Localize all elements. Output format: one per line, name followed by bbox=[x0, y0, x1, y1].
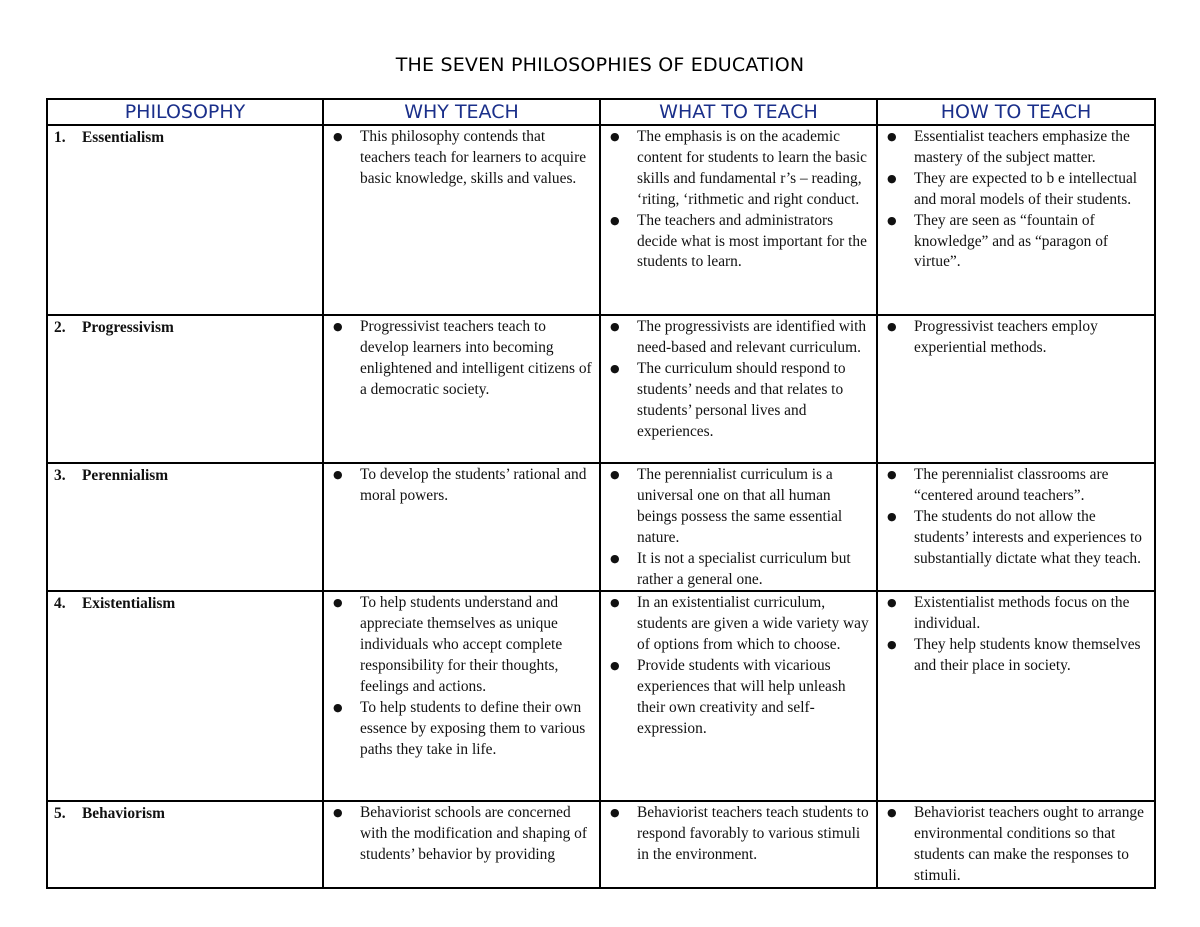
row-number: 2. bbox=[54, 319, 66, 336]
list-item: ● Behaviorist schools are concerned with the modification and shaping of students’ behavior by providing bbox=[324, 803, 595, 866]
philosophy-cell bbox=[47, 801, 323, 888]
philosophy-cell bbox=[47, 463, 323, 591]
list-item: ● Progressivist teachers employ experiential methods. bbox=[878, 317, 1150, 359]
what-to-teach-cell bbox=[600, 125, 877, 315]
how-to-teach-cell bbox=[877, 125, 1155, 315]
list-item: ● Behaviorist teachers teach students to respond favorably to various stimuli in the environment. bbox=[601, 803, 872, 866]
list-item: ● To help students to define their own essence by exposing them to various paths they take in life. bbox=[324, 698, 595, 761]
list-item: ● The curriculum should respond to students’ needs and that relates to students’ personal lives and experiences. bbox=[601, 359, 872, 443]
table-row bbox=[47, 591, 1155, 801]
what-to-teach-cell bbox=[600, 315, 877, 463]
list-item: ● They help students know themselves and their place in society. bbox=[878, 635, 1150, 677]
philosophy-name: Existentialism bbox=[82, 595, 176, 613]
what-to-teach-cell bbox=[600, 801, 877, 888]
list-item: ● This philosophy contends that teachers teach for learners to acquire basic knowledge, skills and values. bbox=[324, 127, 595, 190]
list-item: ● To help students understand and appreciate themselves as unique individuals who accept complete responsibility for their thoughts, feelings and actions. bbox=[324, 593, 595, 698]
list-item: ● Behaviorist teachers ought to arrange environmental conditions so that students can make the responses to stimuli. bbox=[878, 803, 1150, 887]
header-philosophy: PHILOSOPHY bbox=[47, 99, 323, 125]
header-what-to-teach: WHAT TO TEACH bbox=[600, 99, 877, 125]
row-number: 5. bbox=[54, 805, 66, 823]
philosophy-name: Progressivism bbox=[82, 319, 174, 336]
list-item: ● Essentialist teachers emphasize the mastery of the subject matter. bbox=[878, 127, 1150, 169]
header-why-teach: WHY TEACH bbox=[323, 99, 600, 125]
table-row bbox=[47, 315, 1155, 463]
philosophy-cell bbox=[47, 315, 323, 463]
philosophy-name: Perennialism bbox=[82, 467, 169, 484]
list-item: ● The perennialist classrooms are “centered around teachers”. bbox=[878, 465, 1150, 507]
table-row bbox=[47, 801, 1155, 888]
why-teach-cell bbox=[323, 315, 600, 463]
row-number: 3. bbox=[54, 467, 66, 484]
what-to-teach-cell bbox=[600, 591, 877, 801]
philosophy-cell bbox=[47, 591, 323, 801]
why-teach-cell bbox=[323, 591, 600, 801]
row-number: 4. bbox=[54, 595, 66, 613]
why-teach-cell bbox=[323, 463, 600, 591]
philosophy-name: Behaviorism bbox=[82, 805, 165, 823]
header-row bbox=[47, 99, 1155, 125]
philosophy-cell bbox=[47, 125, 323, 315]
why-teach-cell bbox=[323, 125, 600, 315]
list-item: ● The progressivists are identified with need-based and relevant curriculum. bbox=[601, 317, 872, 359]
how-to-teach-cell bbox=[877, 463, 1155, 591]
list-item: ● Progressivist teachers teach to develop learners into becoming enlightened and intelligent citizens of a democratic society. bbox=[324, 317, 595, 401]
philosophies-table bbox=[46, 98, 1156, 889]
list-item: ● They are expected to b e intellectual and moral models of their students. bbox=[878, 169, 1150, 211]
list-item: ● To develop the students’ rational and moral powers. bbox=[324, 465, 595, 507]
why-teach-cell bbox=[323, 801, 600, 888]
page-title: THE SEVEN PHILOSOPHIES OF EDUCATION bbox=[395, 54, 805, 76]
list-item: ● The teachers and administrators decide what is most important for the students to learn. bbox=[601, 211, 872, 274]
list-item: ● The perennialist curriculum is a universal one on that all human beings possess the same essential nature. bbox=[601, 465, 872, 549]
list-item: ● In an existentialist curriculum, students are given a wide variety way of options from which to choose. bbox=[601, 593, 872, 656]
list-item: ● It is not a specialist curriculum but rather a general one. bbox=[601, 549, 872, 591]
how-to-teach-cell bbox=[877, 315, 1155, 463]
how-to-teach-cell bbox=[877, 801, 1155, 888]
list-item: ● Provide students with vicarious experiences that will help unleash their own creativity and self-expression. bbox=[601, 656, 872, 740]
list-item: ● The students do not allow the students’ interests and experiences to substantially dictate what they teach. bbox=[878, 507, 1150, 570]
list-item: ● Existentialist methods focus on the individual. bbox=[878, 593, 1150, 635]
philosophy-name: Essentialism bbox=[82, 129, 165, 146]
list-item: ● The emphasis is on the academic content for students to learn the basic skills and fundamental r’s – reading, ‘riting, ‘rithmetic and right conduct. bbox=[601, 127, 872, 211]
what-to-teach-cell bbox=[600, 463, 877, 591]
list-item: ● They are seen as “fountain of knowledge” and as “paragon of virtue”. bbox=[878, 211, 1150, 274]
table-row bbox=[47, 125, 1155, 315]
row-number: 1. bbox=[54, 129, 66, 146]
table-row bbox=[47, 463, 1155, 591]
how-to-teach-cell bbox=[877, 591, 1155, 801]
header-how-to-teach: HOW TO TEACH bbox=[877, 99, 1155, 125]
